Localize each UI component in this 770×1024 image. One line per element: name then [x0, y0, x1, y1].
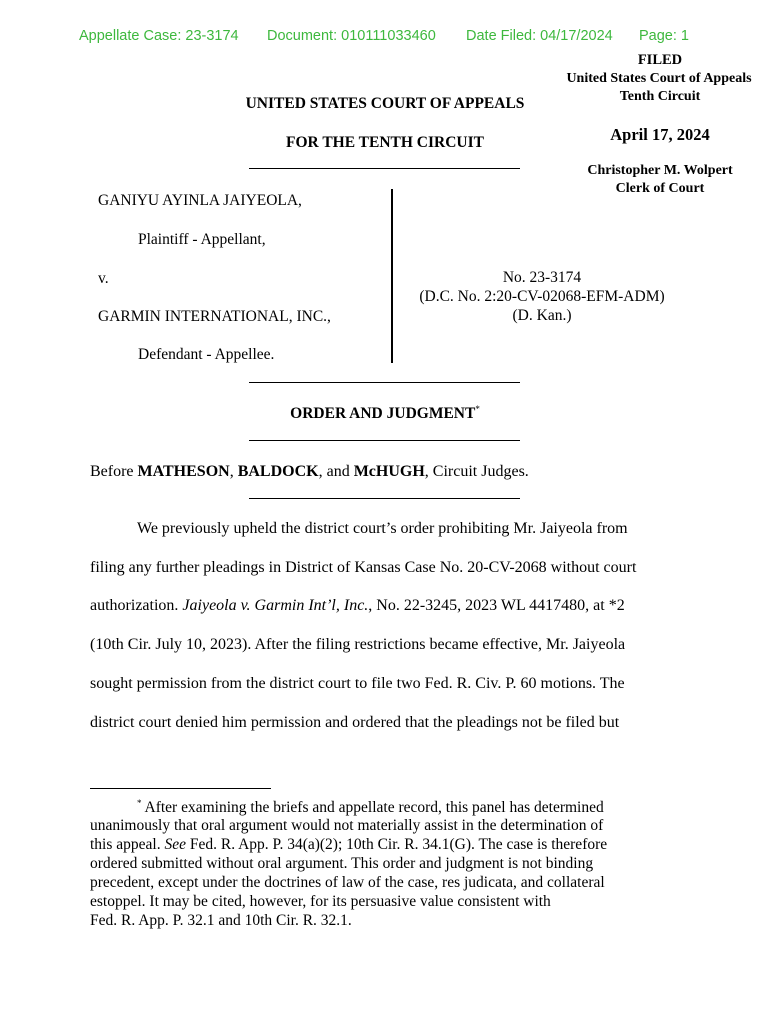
- body-line-3-end: , No. 22-3245, 2023 WL 4417480, at *2: [368, 597, 625, 614]
- court-title: UNITED STATES COURT OF APPEALS: [245, 95, 525, 112]
- header-document-number: Document: 010111033460: [267, 28, 436, 44]
- footnote-line-1: [137, 798, 604, 817]
- district-case-number: (D.C. No. 2:20-CV-02068-EFM-ADM): [419, 288, 665, 305]
- footnote-line-7: Fed. R. App. P. 32.1 and 10th Cir. R. 32.1.: [90, 912, 352, 929]
- case-number: No. 23-3174: [502, 269, 582, 286]
- footnote-line-1-text: After examining the briefs and appellate record, this panel has determined: [141, 799, 604, 817]
- clerk-name: Christopher M. Wolpert: [587, 163, 733, 178]
- body-line-1: We previously upheld the district court’s order prohibiting Mr. Jaiyeola from: [137, 520, 628, 537]
- judge-matheson: MATHESON: [137, 463, 230, 480]
- filed-circuit: Tenth Circuit: [619, 89, 701, 104]
- body-line-6: district court denied him permission and ordered that the pleadings not be filed but: [90, 714, 620, 731]
- filed-court-name: United States Court of Appeals: [566, 71, 752, 86]
- header-page-number: Page: 1: [639, 28, 689, 44]
- filed-label: FILED: [637, 52, 683, 68]
- caption-divider-bottom: [249, 382, 520, 383]
- footnote-line-5: precedent, except under the doctrines of law of the case, res judicata, and collateral: [90, 874, 605, 891]
- filed-date: April 17, 2024: [610, 125, 710, 144]
- defendant-name: GARMIN INTERNATIONAL, INC.,: [98, 308, 331, 325]
- filing-header: [0, 28, 770, 48]
- versus-label: v.: [98, 270, 109, 287]
- footnote-separator: [90, 788, 271, 789]
- order-title: [220, 404, 550, 423]
- footnote-line-3-start: this appeal.: [90, 836, 165, 853]
- body-line-3: [90, 597, 625, 615]
- title-divider: [249, 168, 520, 169]
- body-line-3-start: authorization.: [90, 597, 183, 614]
- district-court: (D. Kan.): [512, 307, 572, 324]
- footnote-line-3-end: Fed. R. App. P. 34(a)(2); 10th Cir. R. 34.1(G). The case is therefore: [185, 836, 608, 853]
- body-line-5: sought permission from the district court to file two Fed. R. Civ. P. 60 motions. The: [90, 675, 625, 692]
- defendant-role: Defendant - Appellee.: [138, 346, 275, 363]
- order-title-footnote-mark: *: [475, 404, 480, 414]
- footnote-line-4: ordered submitted without oral argument. This order and judgment is not binding: [90, 855, 594, 872]
- panel-divider: [249, 498, 520, 499]
- judge-mchugh: McHUGH: [353, 463, 425, 480]
- order-title-text: ORDER AND JUDGMENT: [290, 405, 476, 423]
- footnote-line-2: unanimously that oral argument would not materially assist in the determination of: [90, 817, 604, 834]
- footnote-line-3: [90, 836, 607, 854]
- panel-sep1: ,: [229, 463, 238, 480]
- plaintiff-name: GANIYU AYINLA JAIYEOLA,: [98, 192, 302, 209]
- panel-before: Before: [90, 463, 138, 480]
- header-case-number: Appellate Case: 23-3174: [79, 28, 239, 44]
- circuit-title: FOR THE TENTH CIRCUIT: [286, 134, 484, 151]
- case-citation: Jaiyeola v. Garmin Int’l, Inc.: [182, 597, 369, 614]
- panel-sep2: , and: [318, 463, 354, 480]
- order-title-divider: [249, 440, 520, 441]
- plaintiff-role: Plaintiff - Appellant,: [138, 231, 266, 248]
- body-line-2: filing any further pleadings in District of Kansas Case No. 20-CV-2068 without court: [90, 559, 637, 576]
- panel-suffix: , Circuit Judges.: [424, 463, 529, 480]
- header-date-filed: Date Filed: 04/17/2024: [466, 28, 613, 44]
- judge-baldock: BALDOCK: [237, 463, 319, 480]
- body-line-4: (10th Cir. July 10, 2023). After the filing restrictions became effective, Mr. Jaiyeola: [90, 636, 626, 653]
- panel-line: [90, 463, 529, 481]
- footnote-line-6: estoppel. It may be cited, however, for its persuasive value consistent with: [90, 893, 551, 910]
- footnote-mark: *: [137, 798, 142, 808]
- footnote-see-signal: See: [164, 836, 186, 853]
- clerk-title: Clerk of Court: [615, 181, 705, 196]
